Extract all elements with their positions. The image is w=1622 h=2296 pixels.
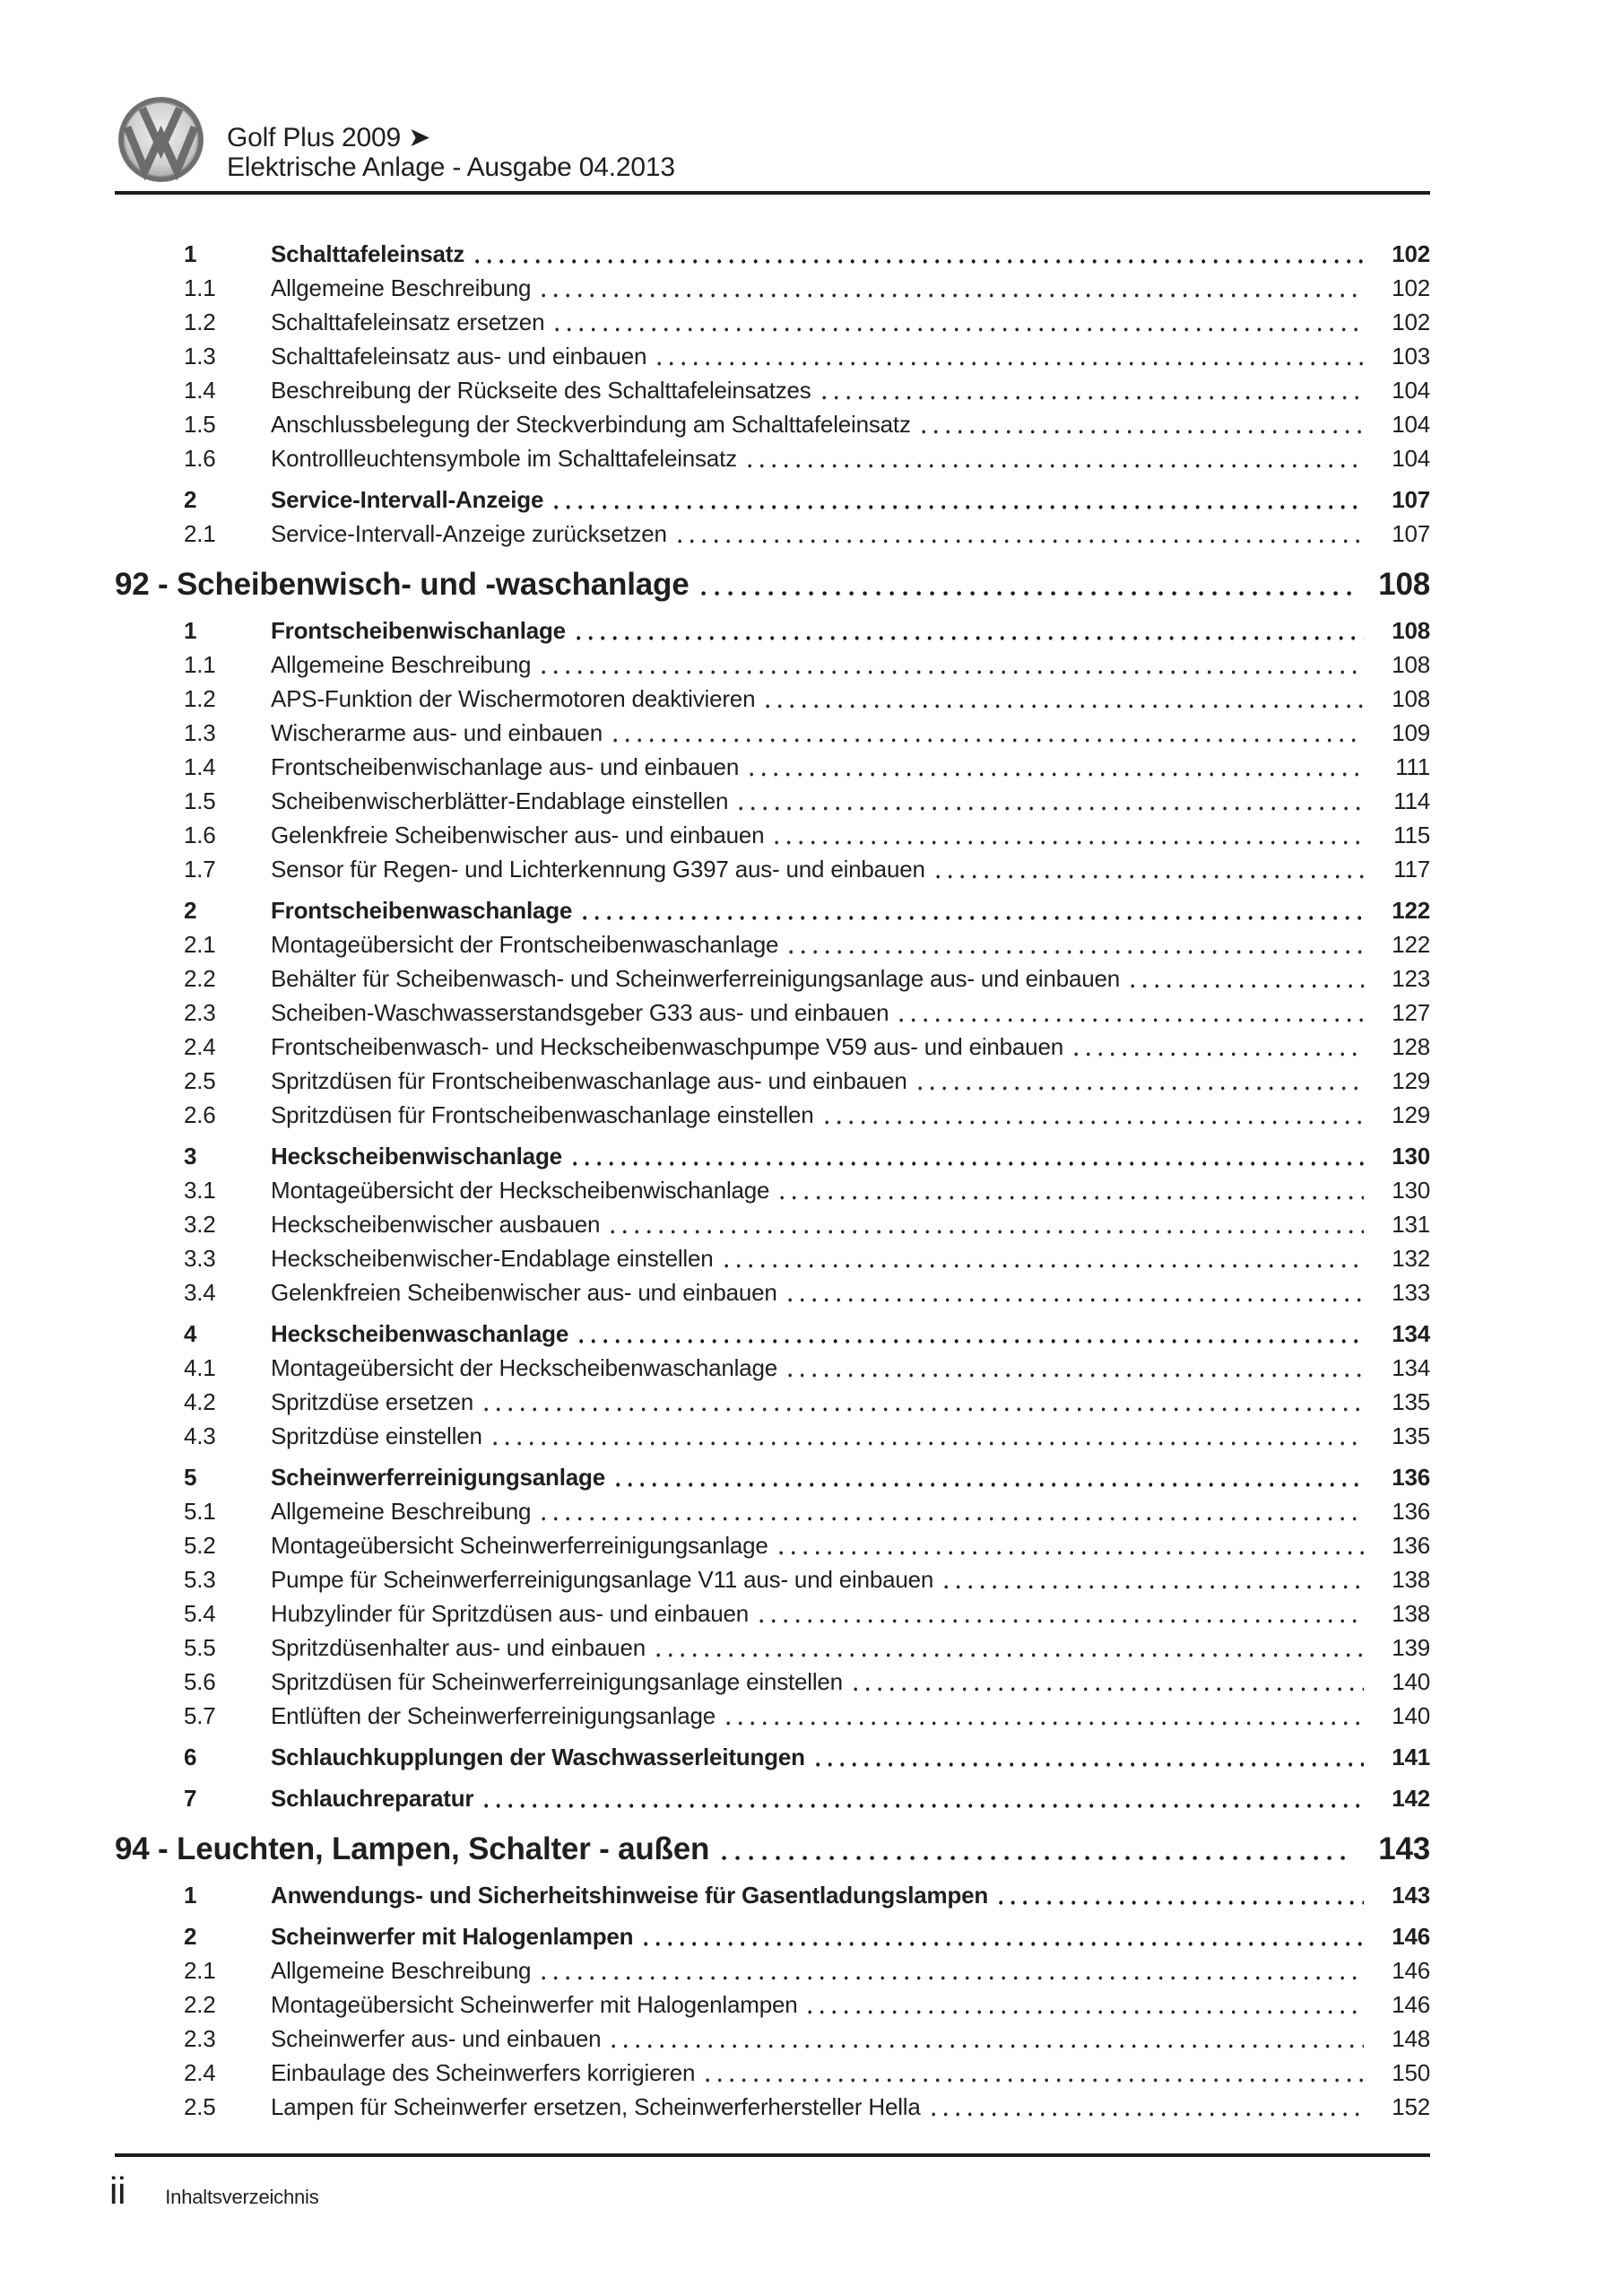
- toc-entry-title: Heckscheibenwischer ausbauen: [271, 1211, 601, 1238]
- toc-entry-title: Frontscheibenwasch- und Heckscheibenwaschpumpe V59 aus- und einbauen: [271, 1033, 1063, 1060]
- toc-entry: [115, 1275, 1430, 1309]
- toc-entry-title: Anwendungs- und Sicherheitshinweise für Gasentladungslampen: [271, 1882, 989, 1909]
- toc-entry-number: 2.5: [184, 1067, 216, 1094]
- dot-leader: [583, 893, 1364, 927]
- dot-leader: [808, 1987, 1364, 2022]
- toc-entry-title: Scheibenwischerblätter-Endablage einstellen: [271, 787, 729, 814]
- toc-entry: [115, 1740, 1430, 1774]
- toc-entry-title: Spritzdüsen für Scheinwerferreinigungsanlage einstellen: [271, 1668, 843, 1695]
- toc-entry-title: Wischerarme aus- und einbauen: [271, 719, 603, 746]
- toc-entry: [115, 2022, 1430, 2056]
- toc-entry-title: Beschreibung der Rückseite des Schalttafeleinsatzes: [271, 377, 811, 404]
- toc-entry: [115, 1385, 1430, 1419]
- dot-leader: [616, 1460, 1364, 1494]
- toc-entry-title: Allgemeine Beschreibung: [271, 274, 532, 301]
- toc-entry: [115, 613, 1430, 648]
- toc-entry-title: APS-Funktion der Wischermotoren deaktivieren: [271, 685, 756, 712]
- toc-entry-page: 104: [1392, 377, 1430, 404]
- toc-entry-page: 128: [1392, 1033, 1430, 1060]
- toc-entry-number: 2.1: [184, 1957, 216, 1984]
- toc-entry-title: Spritzdüse ersetzen: [271, 1388, 473, 1415]
- toc-entry: [115, 1878, 1430, 1912]
- toc-entry: [115, 1317, 1430, 1351]
- toc-entry-title: Scheiben-Waschwasserstandsgeber G33 aus- und einbauen: [271, 999, 889, 1026]
- toc-entry-number: 2: [184, 486, 197, 513]
- header-edition-line: Elektrische Anlage - Ausgabe 04.2013: [227, 152, 675, 182]
- toc-entry-page: 131: [1392, 1211, 1430, 1238]
- dot-leader: [611, 1207, 1364, 1241]
- toc-entry-number: 1: [184, 1882, 197, 1909]
- dot-leader: [779, 1528, 1364, 1562]
- toc-entry-title: Hubzylinder für Spritzdüsen aus- und einbauen: [271, 1600, 750, 1627]
- toc-entry-title: Montageübersicht der Heckscheibenwischanlage: [271, 1177, 770, 1204]
- dot-leader: [554, 483, 1364, 517]
- toc-entry-title: Anschlussbelegung der Steckverbindung am Schalttafeleinsatz: [271, 411, 911, 438]
- toc-entry: [115, 1064, 1430, 1098]
- toc-entry-title: Gelenkfreien Scheibenwischer aus- und einbauen: [271, 1279, 777, 1306]
- toc-entry-page: 133: [1392, 1279, 1430, 1306]
- toc-entry-title: Montageübersicht der Heckscheibenwaschanlage: [271, 1354, 777, 1381]
- dot-leader: [701, 563, 1353, 606]
- toc-entry-title: Entlüften der Scheinwerferreinigungsanlage: [271, 1702, 716, 1729]
- toc-entry-title: Schlauchreparatur: [271, 1785, 474, 1812]
- toc-entry: [115, 1173, 1430, 1207]
- toc-entry-page: 132: [1392, 1245, 1430, 1272]
- dot-leader: [759, 1596, 1364, 1631]
- dot-leader: [822, 373, 1364, 407]
- toc-entry-number: 4.2: [184, 1388, 216, 1415]
- toc-entry-number: 1.2: [184, 309, 216, 335]
- header-model-line: Golf Plus 2009 ➤: [227, 123, 431, 152]
- toc-chapter-title: 92 - Scheibenwisch- und -waschanlage: [115, 567, 690, 602]
- toc-entry-number: 5.4: [184, 1600, 216, 1627]
- toc-entry-number: 2.3: [184, 999, 216, 1026]
- toc-entry: [115, 1919, 1430, 1953]
- dot-leader: [780, 1173, 1364, 1207]
- toc-entry-title: Spritzdüsenhalter aus- und einbauen: [271, 1634, 646, 1661]
- toc-entry: [115, 373, 1430, 407]
- toc-entry-page: 107: [1392, 520, 1430, 547]
- toc-entry: [115, 1953, 1430, 1987]
- toc-entry: [115, 441, 1430, 475]
- toc-entry: [115, 1098, 1430, 1132]
- dot-leader: [922, 407, 1364, 441]
- toc-entry: [115, 1460, 1430, 1494]
- dot-leader: [748, 441, 1364, 475]
- toc-entry: [115, 407, 1430, 441]
- toc-entry-number: 3.2: [184, 1211, 216, 1238]
- dot-leader: [726, 1699, 1364, 1733]
- toc-entry-title: Service-Intervall-Anzeige zurücksetzen: [271, 520, 667, 547]
- toc-entry-number: 2.1: [184, 520, 216, 547]
- toc-entry-title: Heckscheibenwischanlage: [271, 1143, 562, 1170]
- dot-leader: [555, 305, 1364, 339]
- toc-entry-number: 4.1: [184, 1354, 216, 1381]
- dot-leader: [542, 1953, 1364, 1987]
- header-rule: [115, 191, 1430, 195]
- toc-entry-number: 1: [184, 240, 197, 267]
- toc-entry: [115, 1699, 1430, 1733]
- toc-entry-number: 1.1: [184, 274, 216, 301]
- toc-entry: [115, 483, 1430, 517]
- toc-entry-title: Montageübersicht der Frontscheibenwaschanlage: [271, 931, 779, 958]
- toc-entry-page: 141: [1392, 1744, 1430, 1770]
- toc-entry: [115, 1207, 1430, 1241]
- dot-leader: [542, 648, 1364, 682]
- toc-entry: [115, 339, 1430, 373]
- toc-entry-title: Frontscheibenwaschanlage: [271, 897, 573, 924]
- dot-leader: [577, 613, 1364, 648]
- toc-entry-number: 3.3: [184, 1245, 216, 1272]
- toc-entry-number: 1.5: [184, 787, 216, 814]
- toc-entry-number: 5.6: [184, 1668, 216, 1695]
- toc-entry: [115, 961, 1430, 996]
- toc-entry-title: Montageübersicht Scheinwerfer mit Halogenlampen: [271, 1991, 798, 2018]
- toc-entry: [115, 1494, 1430, 1528]
- toc-entry-title: Schlauchkupplungen der Waschwasserleitungen: [271, 1744, 805, 1770]
- dot-leader: [613, 716, 1364, 750]
- dot-leader: [573, 1139, 1364, 1173]
- toc-entry-number: 1.3: [184, 343, 216, 370]
- toc-entry-title: Spritzdüse einstellen: [271, 1422, 482, 1449]
- footer-rule: [115, 2153, 1430, 2157]
- dot-leader: [493, 1419, 1364, 1453]
- toc-entry-title: Scheinwerfer mit Halogenlampen: [271, 1923, 634, 1950]
- toc-entry: [115, 1241, 1430, 1275]
- toc-entry-number: 2.2: [184, 1991, 216, 2018]
- toc-entry-page: 129: [1392, 1067, 1430, 1094]
- toc-entry-number: 2.3: [184, 2025, 216, 2052]
- footer-section-label: Inhaltsverzeichnis: [165, 2186, 319, 2208]
- dot-leader: [579, 1317, 1364, 1351]
- toc-entry-number: 1.3: [184, 719, 216, 746]
- toc-entry: [115, 1528, 1430, 1562]
- toc-entry: [115, 2056, 1430, 2090]
- toc-entry: [115, 1030, 1430, 1064]
- dot-leader: [542, 271, 1364, 305]
- toc-entry-page: 107: [1392, 486, 1430, 513]
- toc-entry-number: 2.5: [184, 2093, 216, 2120]
- toc-entry-number: 2.4: [184, 2059, 216, 2086]
- dot-leader: [936, 852, 1364, 886]
- toc-chapter: [115, 1828, 1430, 1871]
- toc-entry-page: 104: [1392, 445, 1430, 472]
- toc-chapter: [115, 563, 1430, 606]
- toc-entry-number: 5.2: [184, 1532, 216, 1559]
- dot-leader: [918, 1064, 1364, 1098]
- dot-leader: [899, 996, 1364, 1030]
- toc-entry-title: Spritzdüsen für Frontscheibenwaschanlage aus- und einbauen: [271, 1067, 907, 1094]
- dot-leader: [656, 1631, 1364, 1665]
- toc-entry-number: 7: [184, 1785, 197, 1812]
- dot-leader: [1131, 961, 1364, 996]
- toc-entry-page: 127: [1392, 999, 1430, 1026]
- toc-entry-page: 103: [1392, 343, 1430, 370]
- toc-entry-page: 146: [1392, 1991, 1430, 2018]
- toc-entry-page: 130: [1392, 1177, 1430, 1204]
- dot-leader: [706, 2056, 1364, 2090]
- toc-entry-title: Gelenkfreie Scheibenwischer aus- und einbauen: [271, 822, 765, 848]
- toc-entry-page: 104: [1392, 411, 1430, 438]
- toc-entry-page: 122: [1392, 897, 1430, 924]
- dot-leader: [788, 1275, 1364, 1309]
- toc-chapter-page: 108: [1378, 567, 1430, 602]
- toc-entry-number: 2: [184, 1923, 197, 1950]
- toc-entry-number: 2.1: [184, 931, 216, 958]
- toc-entry: [115, 1665, 1430, 1699]
- dot-leader: [484, 1781, 1364, 1815]
- toc-entry-number: 5.7: [184, 1702, 216, 1729]
- toc-entry-page: 148: [1392, 2025, 1430, 2052]
- toc-entry-number: 5.3: [184, 1566, 216, 1593]
- dot-leader: [484, 1385, 1364, 1419]
- toc-entry-title: Schalttafeleinsatz ersetzen: [271, 309, 545, 335]
- toc-entry-number: 2: [184, 897, 197, 924]
- toc-entry-title: Allgemeine Beschreibung: [271, 651, 532, 678]
- toc-entry-page: 138: [1392, 1566, 1430, 1593]
- dot-leader: [816, 1740, 1364, 1774]
- dot-leader: [750, 750, 1364, 784]
- toc-entry-title: Service-Intervall-Anzeige: [271, 486, 544, 513]
- toc-entry-number: 1.2: [184, 685, 216, 712]
- toc-entry-title: Spritzdüsen für Frontscheibenwaschanlage einstellen: [271, 1101, 814, 1128]
- toc-entry-page: 135: [1392, 1388, 1430, 1415]
- toc-entry-page: 108: [1392, 685, 1430, 712]
- toc-entry-page: 146: [1392, 1923, 1430, 1950]
- toc-entry-page: 140: [1392, 1668, 1430, 1695]
- toc-entry: [115, 517, 1430, 551]
- toc-entry-title: Pumpe für Scheinwerferreinigungsanlage V11 aus- und einbauen: [271, 1566, 934, 1593]
- toc-entry: [115, 1596, 1430, 1631]
- toc-entry-page: 109: [1392, 719, 1430, 746]
- toc-entry-title: Allgemeine Beschreibung: [271, 1498, 532, 1525]
- toc-entry-number: 2.4: [184, 1033, 216, 1060]
- vw-logo-icon: [117, 95, 205, 184]
- toc-entry-number: 1.4: [184, 753, 216, 780]
- toc-entry: [115, 927, 1430, 961]
- toc-entry-page: 140: [1392, 1702, 1430, 1729]
- dot-leader: [612, 2022, 1364, 2056]
- dot-leader: [722, 1828, 1353, 1871]
- toc-entry-page: 102: [1392, 240, 1430, 267]
- toc-entry-title: Schalttafeleinsatz: [271, 240, 465, 267]
- toc-entry-page: 136: [1392, 1464, 1430, 1491]
- dot-leader: [475, 237, 1364, 271]
- toc-entry-title: Scheinwerferreinigungsanlage: [271, 1464, 605, 1491]
- dot-leader: [766, 682, 1364, 716]
- toc-entry-title: Montageübersicht Scheinwerferreinigungsanlage: [271, 1532, 768, 1559]
- toc-entry: [115, 1419, 1430, 1453]
- toc-entry-number: 1.4: [184, 377, 216, 404]
- dot-leader: [1074, 1030, 1364, 1064]
- toc-entry-number: 3.4: [184, 1279, 216, 1306]
- toc-entry-title: Sensor für Regen- und Lichterkennung G397 aus- und einbauen: [271, 856, 925, 883]
- toc-entry: [115, 648, 1430, 682]
- toc-entry-number: 4: [184, 1320, 197, 1347]
- dot-leader: [944, 1562, 1364, 1596]
- toc-entry-page: 134: [1392, 1320, 1430, 1347]
- toc-entry: [115, 893, 1430, 927]
- toc-entry-page: 134: [1392, 1354, 1430, 1381]
- toc-entry-page: 152: [1392, 2093, 1430, 2120]
- toc-entry: [115, 1351, 1430, 1385]
- table-of-contents: [115, 237, 1430, 2124]
- dot-leader: [789, 927, 1364, 961]
- toc-entry-page: 150: [1392, 2059, 1430, 2086]
- toc-entry: [115, 1139, 1430, 1173]
- dot-leader: [724, 1241, 1364, 1275]
- toc-entry-page: 129: [1392, 1101, 1430, 1128]
- toc-chapter-page: 143: [1378, 1831, 1430, 1866]
- toc-entry-page: 114: [1393, 787, 1430, 814]
- toc-entry: [115, 716, 1430, 750]
- toc-entry: [115, 1781, 1430, 1815]
- dot-leader: [854, 1665, 1364, 1699]
- toc-entry-page: 108: [1392, 617, 1430, 644]
- dot-leader: [932, 2090, 1364, 2124]
- page-header: [117, 95, 675, 184]
- toc-entry-number: 1.1: [184, 651, 216, 678]
- footer-page-number: ii: [109, 2170, 126, 2212]
- toc-entry-number: 1: [184, 617, 197, 644]
- toc-entry-number: 4.3: [184, 1422, 216, 1449]
- toc-entry-number: 1.7: [184, 856, 216, 883]
- toc-entry: [115, 1987, 1430, 2022]
- toc-entry-number: 1.5: [184, 411, 216, 438]
- toc-entry-page: 146: [1392, 1957, 1430, 1984]
- toc-entry-page: 139: [1392, 1634, 1430, 1661]
- toc-entry: [115, 996, 1430, 1030]
- toc-entry-number: 5.1: [184, 1498, 216, 1525]
- toc-entry-title: Heckscheibenwaschanlage: [271, 1320, 569, 1347]
- toc-entry-page: 136: [1392, 1498, 1430, 1525]
- toc-entry: [115, 852, 1430, 886]
- toc-entry-page: 136: [1392, 1532, 1430, 1559]
- toc-entry: [115, 784, 1430, 818]
- toc-entry-page: 111: [1395, 753, 1430, 780]
- toc-entry-number: 3: [184, 1143, 197, 1170]
- toc-entry: [115, 682, 1430, 716]
- toc-entry: [115, 237, 1430, 271]
- page-footer: [109, 2169, 319, 2213]
- toc-entry-page: 143: [1392, 1882, 1430, 1909]
- dot-leader: [542, 1494, 1364, 1528]
- toc-entry-title: Frontscheibenwischanlage aus- und einbauen: [271, 753, 740, 780]
- toc-entry: [115, 305, 1430, 339]
- toc-entry-number: 2.2: [184, 965, 216, 992]
- toc-entry-page: 117: [1393, 856, 1430, 883]
- toc-chapter-title: 94 - Leuchten, Lampen, Schalter - außen: [115, 1831, 710, 1866]
- toc-entry: [115, 2090, 1430, 2124]
- toc-entry-number: 5: [184, 1464, 197, 1491]
- toc-entry-page: 142: [1392, 1785, 1430, 1812]
- dot-leader: [678, 517, 1364, 551]
- dot-leader: [657, 339, 1364, 373]
- toc-entry-title: Kontrollleuchtensymbole im Schalttafeleinsatz: [271, 445, 737, 472]
- toc-entry: [115, 1631, 1430, 1665]
- toc-entry-page: 102: [1392, 309, 1430, 335]
- toc-entry-number: 1.6: [184, 445, 216, 472]
- dot-leader: [739, 784, 1364, 818]
- toc-entry-title: Einbaulage des Scheinwerfers korrigieren: [271, 2059, 696, 2086]
- dot-leader: [775, 818, 1364, 852]
- toc-entry-number: 3.1: [184, 1177, 216, 1204]
- toc-entry-page: 115: [1393, 822, 1430, 848]
- toc-entry-title: Schalttafeleinsatz aus- und einbauen: [271, 343, 647, 370]
- toc-entry-title: Scheinwerfer aus- und einbauen: [271, 2025, 602, 2052]
- toc-entry-page: 102: [1392, 274, 1430, 301]
- toc-entry-page: 138: [1392, 1600, 1430, 1627]
- toc-entry-number: 6: [184, 1744, 197, 1770]
- toc-entry-title: Lampen für Scheinwerfer ersetzen, Scheinwerferhersteller Hella: [271, 2093, 921, 2120]
- toc-entry-title: Heckscheibenwischer-Endablage einstellen: [271, 1245, 714, 1272]
- toc-entry-page: 135: [1392, 1422, 1430, 1449]
- toc-entry-number: 1.6: [184, 822, 216, 848]
- toc-entry: [115, 1562, 1430, 1596]
- toc-entry-title: Frontscheibenwischanlage: [271, 617, 566, 644]
- toc-entry: [115, 750, 1430, 784]
- toc-entry: [115, 271, 1430, 305]
- toc-entry-number: 5.5: [184, 1634, 216, 1661]
- toc-entry-page: 108: [1392, 651, 1430, 678]
- toc-entry-number: 2.6: [184, 1101, 216, 1128]
- dot-leader: [825, 1098, 1365, 1132]
- dot-leader: [644, 1919, 1364, 1953]
- dot-leader: [788, 1351, 1364, 1385]
- toc-entry-title: Behälter für Scheibenwasch- und Scheinwerferreinigungsanlage aus- und einbauen: [271, 965, 1121, 992]
- dot-leader: [999, 1878, 1364, 1912]
- toc-entry-title: Allgemeine Beschreibung: [271, 1957, 532, 1984]
- toc-entry-page: 123: [1392, 965, 1430, 992]
- toc-entry: [115, 818, 1430, 852]
- toc-entry-page: 130: [1392, 1143, 1430, 1170]
- toc-entry-page: 122: [1392, 931, 1430, 958]
